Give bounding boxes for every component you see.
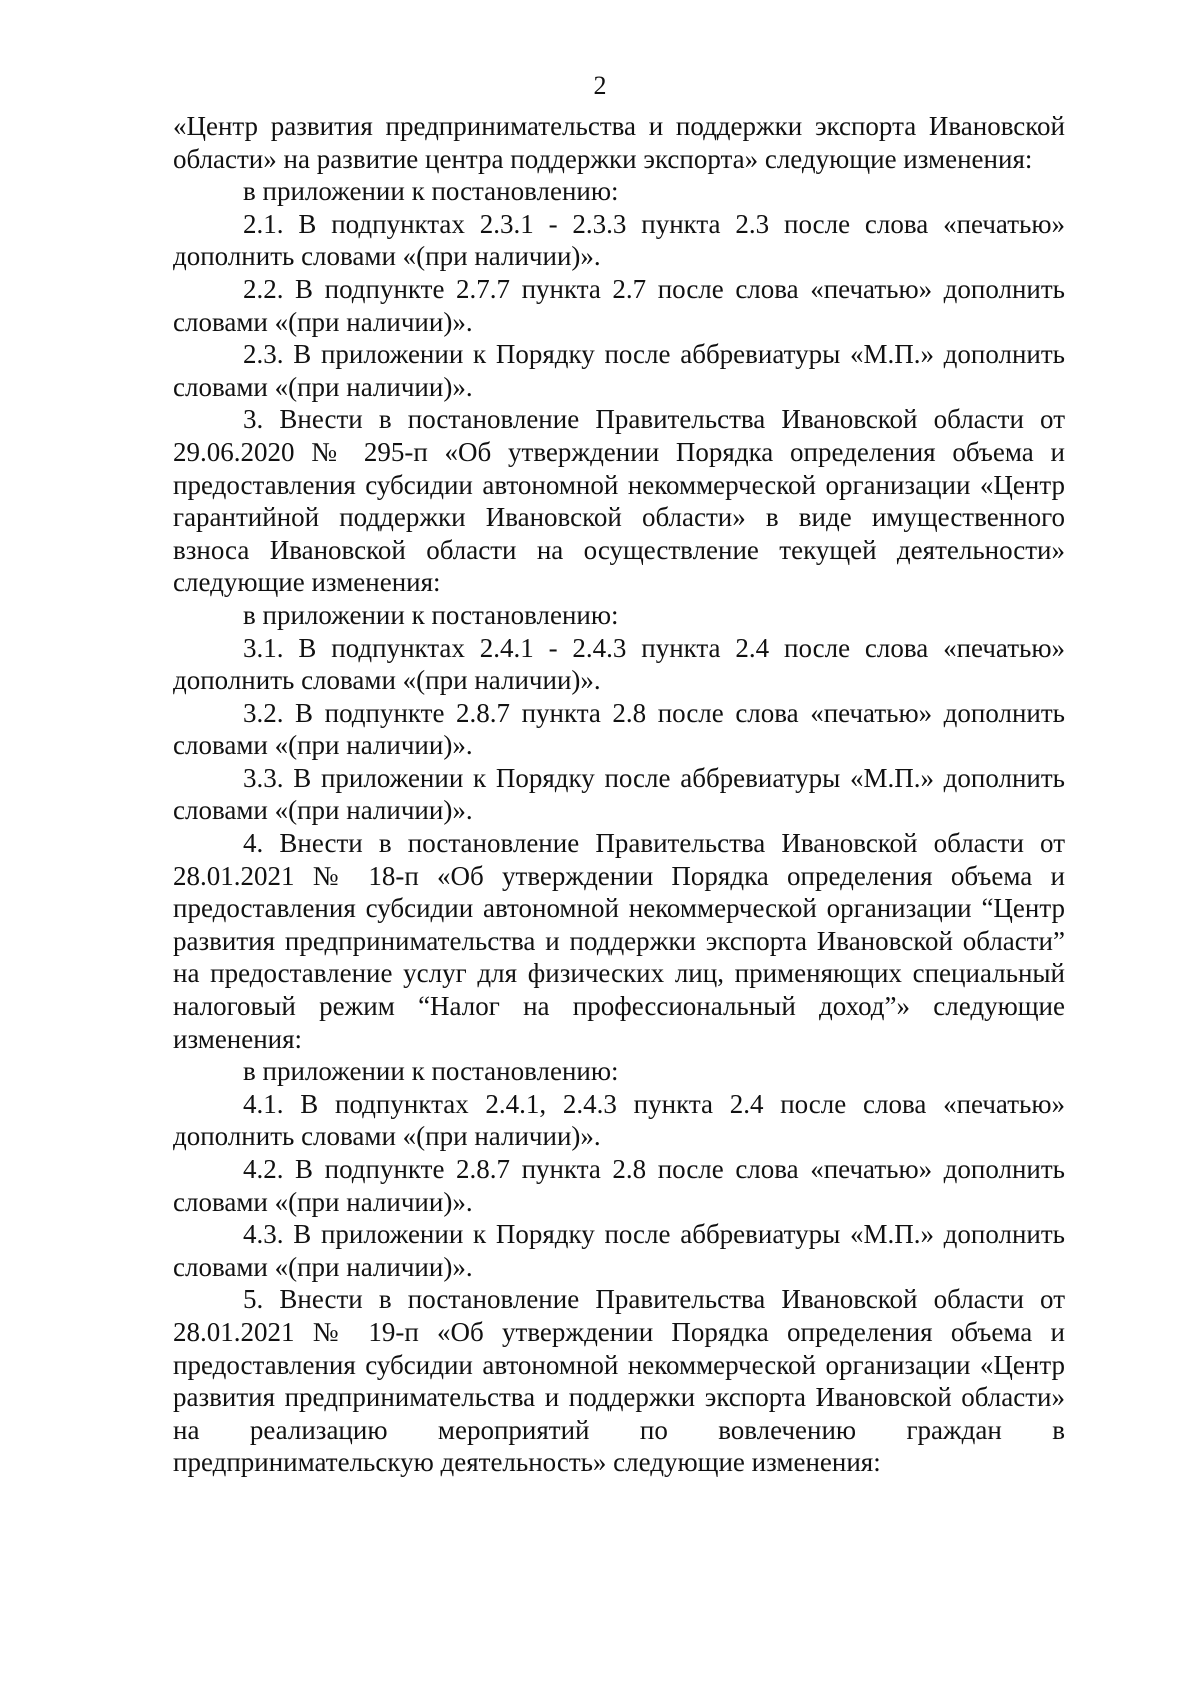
- paragraph: 3. Внести в постановление Правительства Ивановской области от 29.06.2020 № 295-п «Об утверждении Порядка определения объема и предоставления субсидии автономной некоммерческой организации «Центр гарантийной поддержки Ивановской области» в виде имущественного взноса Ивановской области на осуществление текущей деятельности» следующие изменения:: [173, 404, 1065, 598]
- paragraph: в приложении к постановлению:: [243, 1056, 619, 1087]
- paragraph: 2.3. В приложении к Порядку после аббревиатуры «М.П.» дополнить словами «(при наличии)».: [173, 339, 1065, 402]
- paragraph: в приложении к постановлению:: [243, 599, 619, 630]
- paragraph: 3.1. В подпунктах 2.4.1 - 2.4.3 пункта 2.4 после слова «печатью» дополнить словами «(при наличии)».: [173, 632, 1065, 696]
- page-number: 2: [593, 71, 607, 100]
- paragraph: 2.1. В подпунктах 2.3.1 - 2.3.3 пункта 2.3 после слова «печатью» дополнить словами «(при наличии)».: [173, 208, 1065, 272]
- paragraph: «Центр развития предпринимательства и поддержки экспорта Ивановской области» на развитие центра поддержки экспорта» следующие изменения:: [173, 111, 1065, 174]
- paragraph: 3.3. В приложении к Порядку после аббревиатуры «М.П.» дополнить словами «(при наличии)».: [173, 762, 1065, 826]
- paragraph: 4.2. В подпункте 2.8.7 пункта 2.8 после слова «печатью» дополнить словами «(при наличии)».: [173, 1154, 1065, 1217]
- paragraph: 5. Внести в постановление Правительства Ивановской области от 28.01.2021 № 19-п «Об утверждении Порядка определения объема и предоставления субсидии автономной некоммерческой организации «Центр развития предпринимательства и поддержки экспорта Ивановской области» на реализацию мероприятий по вовлечению граждан в предпринимательскую деятельность» следующие изменения:: [173, 1284, 1065, 1478]
- document-body: [173, 110, 1065, 1479]
- paragraph: в приложении к постановлению:: [243, 176, 619, 207]
- paragraph: 4.1. В подпунктах 2.4.1, 2.4.3 пункта 2.4 после слова «печатью» дополнить словами «(при наличии)».: [173, 1088, 1065, 1152]
- paragraph: 2.2. В подпункте 2.7.7 пункта 2.7 после слова «печатью» дополнить словами «(при наличии)».: [173, 273, 1065, 337]
- paragraph: 4.3. В приложении к Порядку после аббревиатуры «М.П.» дополнить словами «(при наличии)».: [173, 1219, 1065, 1282]
- paragraph: 4. Внести в постановление Правительства Ивановской области от 28.01.2021 № 18-п «Об утверждении Порядка определения объема и предоставления субсидии автономной некоммерческой организации “Центр развития предпринимательства и поддержки экспорта Ивановской области” на предоставление услуг для физических лиц, применяющих специальный налоговый режим “Налог на профессиональный доход”» следующие изменения:: [173, 828, 1065, 1054]
- paragraph: 3.2. В подпункте 2.8.7 пункта 2.8 после слова «печатью» дополнить словами «(при наличии)».: [173, 697, 1065, 761]
